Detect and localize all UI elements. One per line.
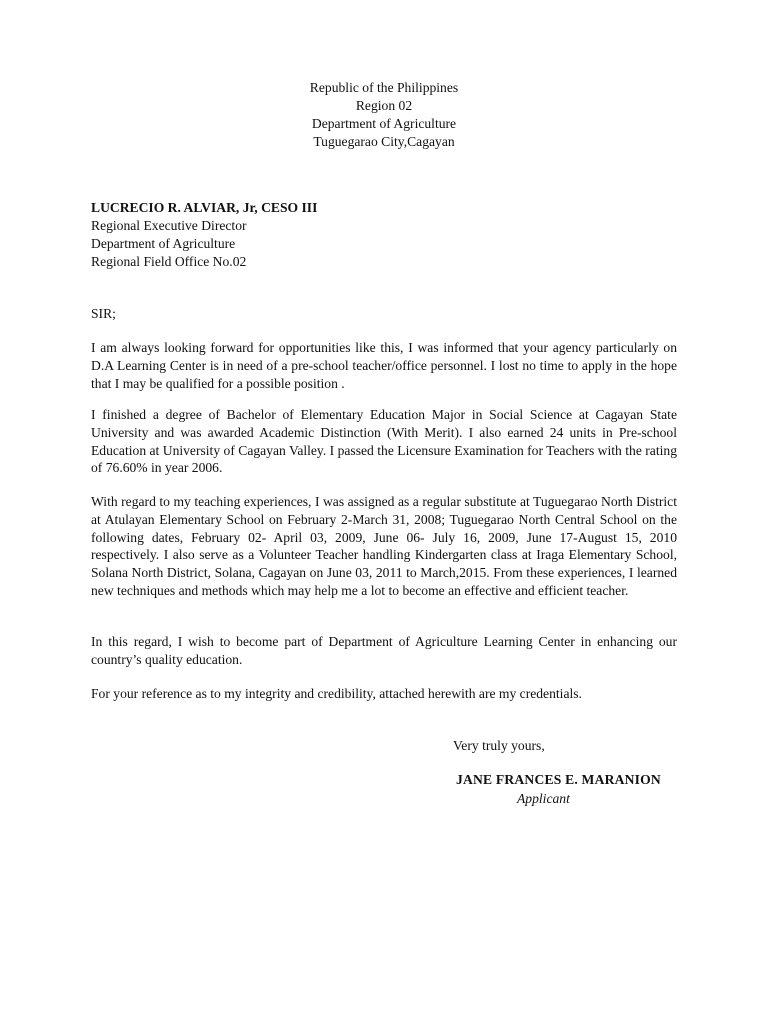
body-paragraph-5: For your reference as to my integrity and credibility, attached herewith are my credentials.: [91, 686, 582, 701]
letterhead-region: Region 02: [355, 98, 413, 113]
signer-role: Applicant: [517, 791, 570, 806]
recipient-title: Regional Executive Director: [91, 218, 247, 233]
body-paragraph-2: I finished a degree of Bachelor of Elementary Education Major in Social Science at Cagayan State University and was awarded Academic Distinction (With Merit). I also earned 24 units in Pre-school Education at University of Cagayan Valley. I passed the Licensure Examination for Teachers with the rating of 76.60% in year 2006.: [91, 407, 677, 476]
letterhead-country: Republic of the Philippines: [309, 80, 459, 95]
salutation: SIR;: [91, 306, 116, 321]
letterhead-city: Tuguegarao City,Cagayan: [313, 134, 455, 149]
recipient-name: LUCRECIO R. ALVIAR, Jr, CESO III: [91, 200, 318, 215]
body-paragraph-3: With regard to my teaching experiences, I was assigned as a regular substitute at Tuguegarao North District at Atulayan Elementary School on February 2-March 31, 2008; Tuguegarao North Central School on the following dates, February 02- April 03, 2009, June 06- July 16, 2009, June 17-August 15, 2010 respectively. I also serve as a Volunteer Teacher handling Kindergarten class at Iraga Elementary School, Solana North District, Solana, Cagayan on June 03, 2011 to March,2015. From these experiences, I learned new techniques and methods which may help me a lot to become an effective and efficient teacher.: [91, 494, 677, 598]
recipient-office: Regional Field Office No.02: [91, 254, 247, 269]
recipient-block: [91, 199, 317, 271]
signer-name: JANE FRANCES E. MARANION: [456, 772, 661, 787]
closing: Very truly yours,: [453, 738, 545, 753]
body-paragraph-4: In this regard, I wish to become part of Department of Agriculture Learning Center in enhancing our country’s quality education.: [91, 634, 677, 667]
letterhead-department: Department of Agriculture: [311, 116, 457, 131]
letterhead: [0, 79, 768, 151]
body-paragraph-1: I am always looking forward for opportunities like this, I was informed that your agency particularly on D.A Learning Center is in need of a pre-school teacher/office personnel. I lost no time to apply in the hope that I may be qualified for a possible position .: [91, 340, 677, 391]
recipient-department: Department of Agriculture: [91, 236, 236, 251]
